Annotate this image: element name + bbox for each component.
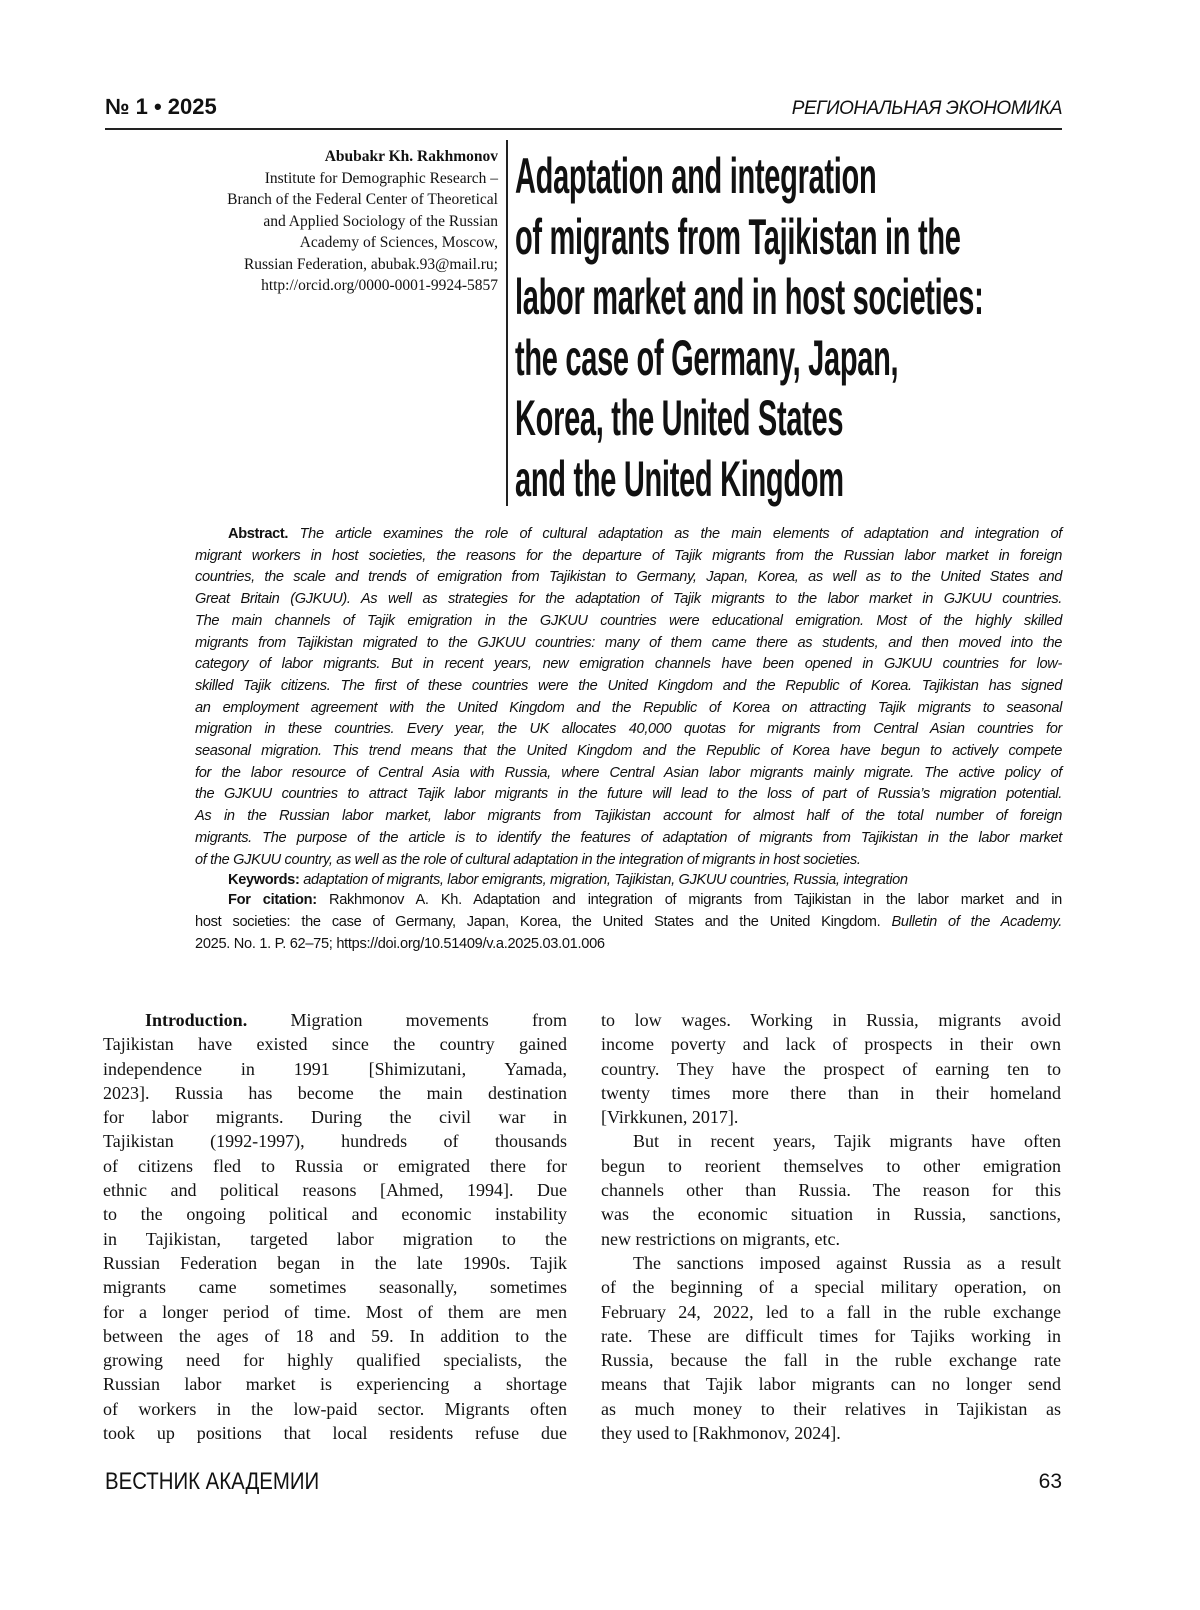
body-line: income poverty and lack of prospects in their own: [601, 1034, 1061, 1055]
affiliation-line: Russian Federation, abubak.93@mail.ru;: [243, 255, 498, 273]
abstract-line: skilled Tajik citizens. The first of these countries were the United Kingdom and the Republic of Korea. Tajikistan has signed: [195, 677, 1062, 694]
author-name: Abubakr Kh. Rakhmonov: [324, 148, 498, 165]
body-line: for labor migrants. During the civil war in: [103, 1107, 567, 1128]
abstract-line: the GJKUU countries to attract Tajik labor migrants in the future will lead to the loss of part of Russia’s migration potential.: [195, 786, 1062, 803]
body-line: Tajikistan have existed since the country gained: [103, 1034, 567, 1055]
body-line: of the beginning of a special military operation, on: [601, 1277, 1061, 1298]
body-line: of citizens fled to Russia or emigrated there for: [103, 1155, 567, 1176]
abstract-line: for the labor resource of Central Asia with Russia, where Central Asian labor migrants mainly migrate. The active policy of: [195, 764, 1062, 781]
body-line: took up positions that local residents refuse due: [103, 1423, 567, 1444]
body-line: for a longer period of time. Most of them are men: [103, 1301, 567, 1322]
citation-journal: Bulletin of the Academy.: [891, 914, 1062, 930]
body-line: in Tajikistan, targeted labor migration to the: [103, 1228, 567, 1249]
citation-line-2: host societies: the case of Germany, Japan, Korea, the United States and the United Kingdom.: [195, 914, 881, 930]
affiliation-line: http://orcid.org/0000-0001-9924-5857: [261, 277, 498, 294]
body-line: Russian Federation began in the late 1990s. Tajik: [103, 1252, 567, 1273]
title-line: Korea, the United States: [515, 390, 844, 446]
intro-heading: Introduction.: [145, 1010, 248, 1030]
body-line: country. They have the prospect of earning ten to: [601, 1058, 1061, 1079]
page-number: 63: [1038, 1470, 1062, 1493]
citation-line-1: Rakhmonov A. Kh. Adaptation and integration of migrants from Tajikistan in the labor market and in: [328, 892, 1062, 908]
title-line: the case of Germany, Japan,: [515, 329, 899, 386]
title-divider: [506, 140, 508, 506]
body-line: [Virkkunen, 2017].: [601, 1107, 739, 1128]
body-line: growing need for highly qualified specialists, the: [103, 1350, 567, 1371]
abstract-line: an employment agreement with the United Kingdom and the Republic of Korea on attracting Tajik migrants to seasonal: [195, 699, 1062, 716]
title-line: and the United Kingdom: [515, 450, 844, 507]
footer-journal-name: ВЕСТНИК АКАДЕМИИ: [105, 1468, 320, 1495]
affiliation-line: Academy of Sciences, Moscow,: [299, 234, 498, 251]
body-line: between the ages of 18 and 59. In addition to the: [103, 1325, 567, 1346]
citation-line-3: 2025. No. 1. P. 62–75; https://doi.org/10.51409/v.a.2025.03.01.006: [195, 936, 605, 952]
body-line: begun to reorient themselves to other emigration: [601, 1155, 1061, 1176]
body-line: means that Tajik labor migrants can no longer send: [601, 1374, 1061, 1395]
author-affiliation: [227, 168, 498, 297]
body-line: Russia, because the fall in the ruble exchange rate: [601, 1350, 1061, 1371]
body-line: they used to [Rakhmonov, 2024].: [601, 1423, 841, 1444]
abstract-line: migrant workers in host societies, the reasons for the departure of Tajik migrants from the Russian labor market in foreign: [195, 547, 1062, 564]
journal-section: РЕГИОНАЛЬНАЯ ЭКОНОМИКА: [791, 98, 1062, 119]
body-line: The sanctions imposed against Russia as a result: [633, 1252, 1061, 1273]
body-line: channels other than Russia. The reason for this: [601, 1180, 1061, 1201]
abstract-text: The article examines the role of cultural adaptation as the main elements of adaptation and integration of: [299, 526, 1062, 542]
body-column-right: [601, 1008, 1061, 1445]
body-line: was the economic situation in Russia, sanctions,: [601, 1204, 1061, 1225]
citation-label: For citation:: [228, 892, 317, 908]
body-line: 2023]. Russia has become the main destination: [103, 1082, 567, 1103]
abstract-line: migrants from Tajikistan migrated to the GJKUU countries: many of them came there as students, and then moved into the: [195, 634, 1062, 651]
body-line: migrants came sometimes seasonally, sometimes: [103, 1277, 567, 1298]
body-line: to low wages. Working in Russia, migrants avoid: [601, 1010, 1061, 1030]
keywords: [228, 872, 908, 888]
issue-number: № 1 • 2025: [105, 94, 217, 119]
author-block: [227, 146, 498, 297]
body-line: February 24, 2022, led to a fall in the ruble exchange: [601, 1301, 1061, 1322]
abstract-line: countries, the scale and trends of emigration from Tajikistan to Germany, Japan, Korea, as well as to the United States and: [195, 569, 1062, 586]
body-line: to the ongoing political and economic instability: [103, 1204, 567, 1225]
citation: [195, 889, 1062, 955]
abstract-line: category of labor migrants. But in recent years, new emigration channels have been opened in GJKUU countries for low-: [195, 656, 1062, 673]
abstract-line: [195, 524, 1062, 546]
body-line: Tajikistan (1992-1997), hundreds of thousands: [103, 1131, 567, 1152]
body-line: ethnic and political reasons [Ahmed, 1994]. Due: [103, 1180, 567, 1201]
title-line: of migrants from Tajikistan in the: [515, 208, 961, 265]
abstract-line: migration in these countries. Every year, the UK allocates 40,000 quotas for migrants from Central Asian countries for: [195, 721, 1062, 738]
affiliation-line: Branch of the Federal Center of Theoretical: [227, 191, 498, 208]
body-text: Migration movements from: [290, 1010, 568, 1030]
abstract-line: seasonal migration. This trend means that the United Kingdom and the Republic of Korea have begun to actively compete: [195, 743, 1062, 760]
abstract-line: of the GJKUU country, as well as the role of cultural adaptation in the integration of migrants in host societies.: [195, 851, 861, 868]
abstract-line: Great Britain (GJKUU). As well as strategies for the adaptation of Tajik migrants to the labor market in GJKUU countries.: [195, 591, 1062, 608]
body-line: as much money to their relatives in Tajikistan as: [601, 1398, 1061, 1419]
title-line: Adaptation and integration: [515, 148, 877, 204]
body-column-left: [103, 1008, 567, 1445]
abstract: [195, 524, 1062, 871]
affiliation-line: Institute for Demographic Research –: [264, 169, 498, 187]
body-line: Russian labor market is experiencing a shortage: [103, 1374, 567, 1395]
title-line: labor market and in host societies:: [515, 269, 984, 325]
body-line: of workers in the low-paid sector. Migrants often: [103, 1398, 567, 1419]
keywords-label: Keywords:: [228, 872, 300, 888]
body-line: twenty times more there than in their homeland: [601, 1082, 1061, 1103]
body-line: new restrictions on migrants, etc.: [601, 1228, 840, 1249]
abstract-label: Abstract.: [228, 526, 289, 542]
body-line: But in recent years, Tajik migrants have often: [633, 1131, 1061, 1152]
keywords-text: adaptation of migrants, labor emigrants, migration, Tajikistan, GJKUU countries, Russia, integration: [303, 872, 908, 888]
article-title: [515, 146, 1200, 509]
abstract-line: migrants. The purpose of the article is to identify the features of adaptation of migrants from Tajikistan in the labor market: [195, 829, 1062, 846]
body-line: [103, 1008, 567, 1032]
body-line: rate. These are difficult times for Tajiks working in: [601, 1325, 1061, 1346]
header-rule: [105, 128, 1062, 130]
affiliation-line: and Applied Sociology of the Russian: [263, 212, 498, 230]
body-line: independence in 1991 [Shimizutani, Yamada,: [103, 1058, 567, 1079]
abstract-line: As in the Russian labor market, labor migrants from Tajikistan account for almost half of the total number of foreign: [195, 808, 1062, 825]
abstract-line: The main channels of Tajik emigration in the GJKUU countries were educational emigration. Most of the highly skilled: [195, 612, 1062, 629]
